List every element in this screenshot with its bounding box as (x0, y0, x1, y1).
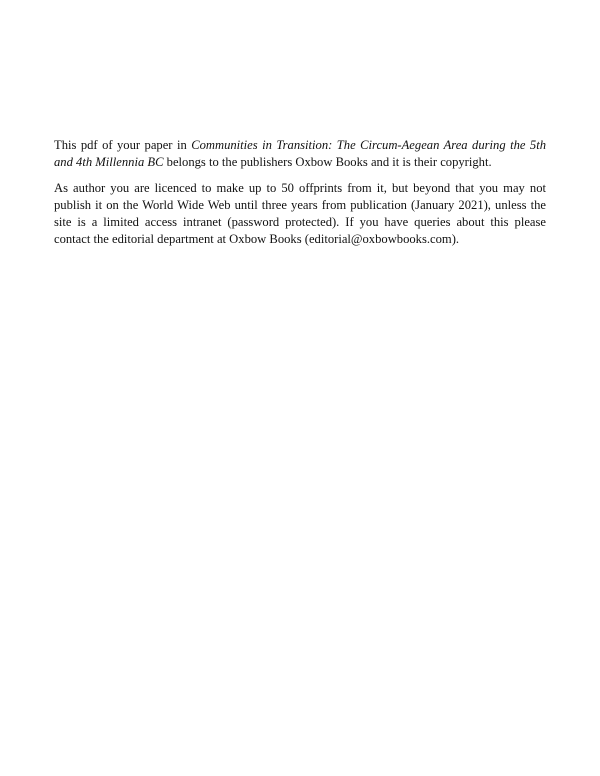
book-title: Communities in Transition: The Circum-Aegean Area during the 5th and 4th Millennia BC (54, 138, 547, 169)
licence-paragraph: As author you are licenced to make up to 50 offprints from it, but beyond that you may not publish it on the World Wide Web until three years from publication (January 2021), unless the site is a limited access intranet (password protected). If you have queries about this please contact the editorial department at Oxbow Books (editorial@oxbowbooks.com). (54, 181, 546, 246)
copyright-paragraph (54, 137, 546, 171)
copyright-notice (54, 137, 546, 248)
ownership-statement: belongs to the publishers Oxbow Books and it is their copyright. (163, 155, 492, 169)
paragraph-intro-text: This pdf of your paper in (54, 138, 192, 152)
